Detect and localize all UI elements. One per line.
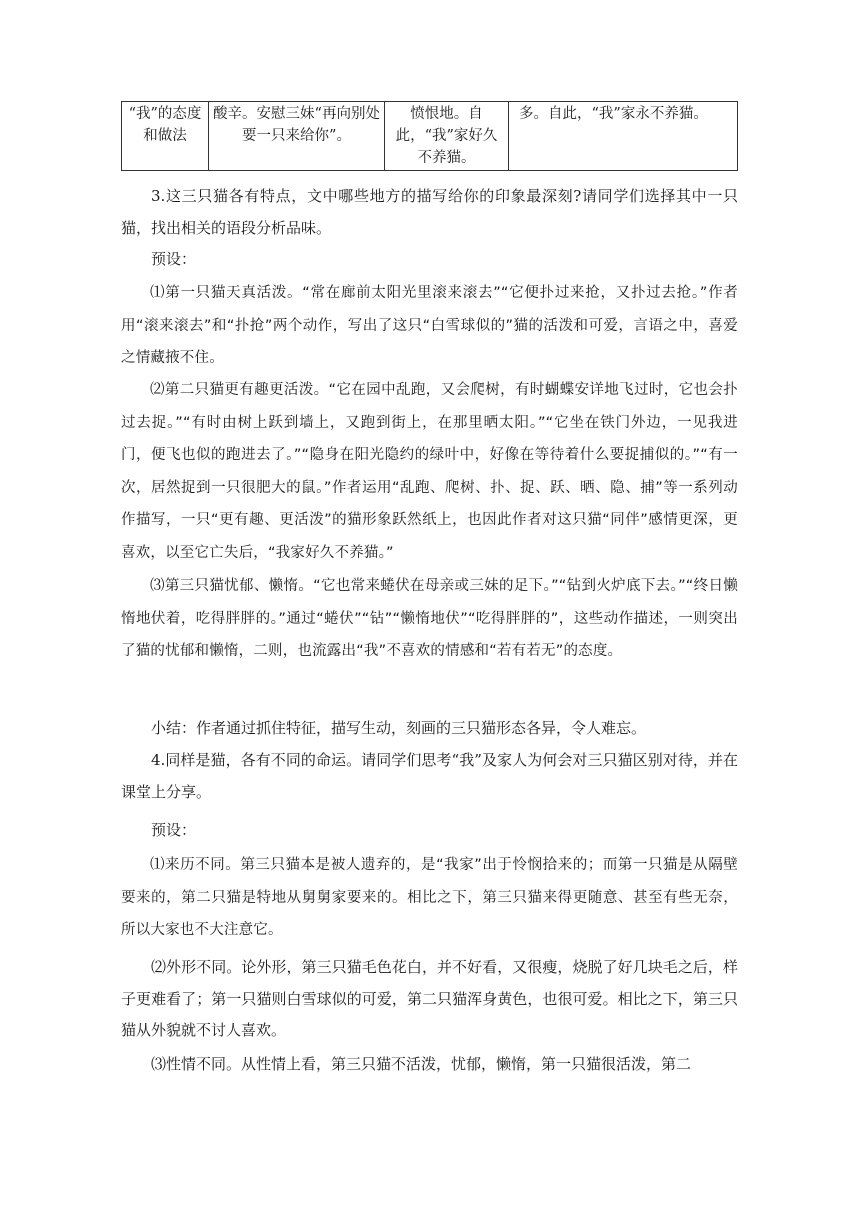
preset-item: ⑶第三只猫忧郁、懒惰。“它也常来蜷伏在母亲或三妹的足下。”“钻到火炉底下去。”“终日懒惰地伏着，吃得胖胖的。”通过“蜷伏”“钻”“懒惰地伏”“吃得胖胖的”，这些动作描述，一则突出了猫的忧郁和懒惰，二则，也流露出“我”不喜欢的情感和“若有若无”的态度。 (121, 578, 738, 659)
preset-label: 预设： (151, 250, 197, 268)
table-cell: 愤恨地。自此，“我”家好久不养猫。 (385, 102, 509, 171)
question-3: 3.这三只猫各有特点，文中哪些地方的描写给你的印象最深刻?请同学们选择其中一只猫，找出相关的语段分析品味。 (121, 187, 738, 237)
table-row (122, 102, 738, 171)
table-cell: 酸辛。安慰三妹“再向别处要一只来给你”。 (209, 102, 385, 171)
question-4: 4.同样是猫，各有不同的命运。请同学们思考“我”及家人为何会对三只猫区别对待，并在课堂上分享。 (121, 751, 738, 801)
preset-item: ⑴第一只猫天真活泼。“常在廊前太阳光里滚来滚去”“它便扑过来抢，又扑过去抢。”作者用“滚来滚去”和“扑抢”两个动作，写出了这只“白雪球似的”猫的活泼和可爱，言语之中，喜爱之情藏掖不住。 (121, 285, 738, 366)
preset-item: ⑵第二只猫更有趣更活泼。“它在园中乱跑，又会爬树，有时蝴蝶安详地飞过时，它也会扑过去捉。”“有时由树上跃到墙上，又跑到街上，在那里晒太阳。”“它坐在铁门外边，一见我进门，便飞也似的跑进去了。”“隐身在阳光隐约的绿叶中，好像在等待着什么要捉捕似的。”“有一次，居然捉到一只很肥大的鼠。”作者运用“乱跑、爬树、扑、捉、跃、晒、隐、捕”等一系列动作描写，一只“更有趣、更活泼”的猫形象跃然纸上，也因此作者对这只猫“同伴”感情更深，更喜欢，以至它亡失后，“我家好久不养猫。” (121, 382, 738, 561)
preset-item: ⑴来历不同。第三只猫本是被人遗弃的，是“我家”出于怜悯拾来的；而第一只猫是从隔壁要来的，第二只猫是特地从舅舅家要来的。相比之下，第三只猫来得更随意、甚至有些无奈，所以大家也不大注意它。 (121, 857, 738, 938)
comparison-table (121, 101, 738, 171)
table-cell: 多。自此，“我”家永不养猫。 (509, 102, 738, 171)
preset-item: ⑵外形不同。论外形，第三只猫毛色花白，并不好看，又很瘦，烧脱了好几块毛之后，样子更难看了；第一只猫则白雪球似的可爱，第二只猫浑身黄色，也很可爱。相比之下，第三只猫从外貌就不讨人喜欢。 (121, 958, 738, 1039)
summary: 小结：作者通过抓住特征，描写生动，刻画的三只猫形态各异，令人难忘。 (151, 719, 647, 737)
preset-item: ⑶性情不同。从性情上看，第三只猫不活泼，忧郁，懒惰，第一只猫很活泼，第二 (151, 1055, 692, 1073)
table-row-label: “我”的态度和做法 (122, 102, 209, 171)
preset-label: 预设： (151, 821, 197, 839)
